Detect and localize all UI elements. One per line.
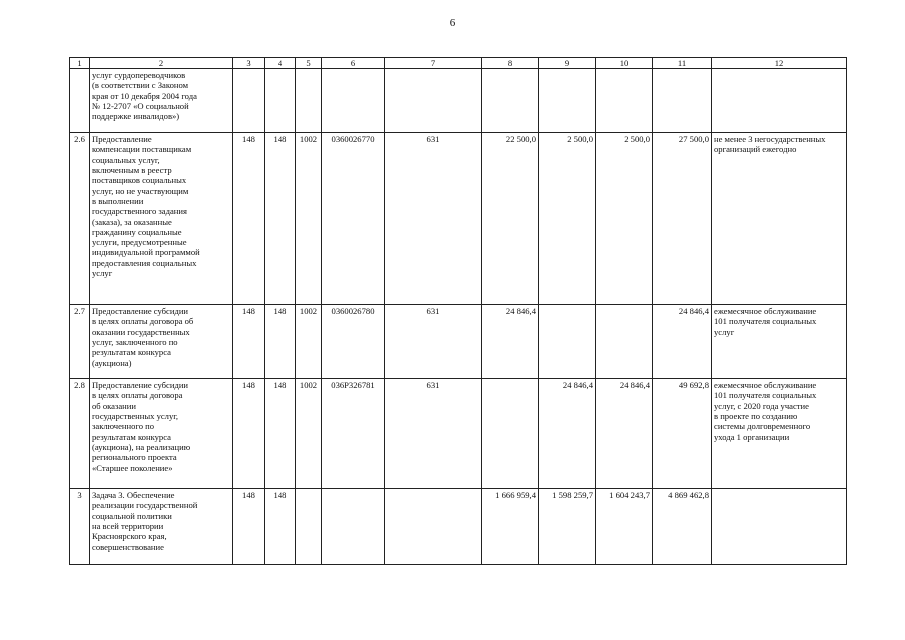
cell-col6 xyxy=(322,69,385,133)
cell-col7: 631 xyxy=(385,133,482,305)
cell-col10 xyxy=(596,305,653,379)
cell-col6 xyxy=(322,489,385,565)
table-row xyxy=(70,489,847,565)
header-cell: 5 xyxy=(296,58,322,69)
cell-col3: 148 xyxy=(233,305,265,379)
row-number: 2.8 xyxy=(70,379,90,489)
row-number: 2.6 xyxy=(70,133,90,305)
table-row xyxy=(70,305,847,379)
cell-col10: 1 604 243,7 xyxy=(596,489,653,565)
cell-col7: 631 xyxy=(385,305,482,379)
table-row xyxy=(70,69,847,133)
row-description: Предоставление субсидии в целях оплаты договора об оказании государственных услуг, заключенного по результатам конкурса (аукциона), на реализацию регионального проекта «Старшее поколение» xyxy=(90,379,233,489)
cell-col4 xyxy=(265,69,296,133)
header-cell: 9 xyxy=(539,58,596,69)
cell-col4: 148 xyxy=(265,489,296,565)
cell-col12 xyxy=(712,489,847,565)
cell-col3: 148 xyxy=(233,489,265,565)
row-number xyxy=(70,69,90,133)
row-description: услуг сурдопереводчиков (в соответствии с Законом края от 10 декабря 2004 года № 12-2707 «О социальной поддержке инвалидов») xyxy=(90,69,233,133)
header-cell: 4 xyxy=(265,58,296,69)
cell-col9: 1 598 259,7 xyxy=(539,489,596,565)
cell-col5: 1002 xyxy=(296,305,322,379)
header-cell: 2 xyxy=(90,58,233,69)
cell-col12: не менее 3 негосударственных организаций ежегодно xyxy=(712,133,847,305)
cell-col10 xyxy=(596,69,653,133)
cell-col6: 036P326781 xyxy=(322,379,385,489)
cell-col3 xyxy=(233,69,265,133)
cell-col5: 1002 xyxy=(296,133,322,305)
cell-col10: 2 500,0 xyxy=(596,133,653,305)
cell-col6: 0360026780 xyxy=(322,305,385,379)
cell-col10: 24 846,4 xyxy=(596,379,653,489)
header-cell: 10 xyxy=(596,58,653,69)
page-number: 6 xyxy=(449,17,456,29)
cell-col11: 24 846,4 xyxy=(653,305,712,379)
cell-col9: 24 846,4 xyxy=(539,379,596,489)
cell-col6: 0360026770 xyxy=(322,133,385,305)
cell-col3: 148 xyxy=(233,133,265,305)
cell-col8 xyxy=(482,69,539,133)
header-cell: 11 xyxy=(653,58,712,69)
table-header-row xyxy=(70,58,847,69)
table-row xyxy=(70,379,847,489)
budget-table xyxy=(69,57,847,565)
header-cell: 7 xyxy=(385,58,482,69)
cell-col8: 22 500,0 xyxy=(482,133,539,305)
cell-col9 xyxy=(539,69,596,133)
cell-col5 xyxy=(296,489,322,565)
header-cell: 3 xyxy=(233,58,265,69)
cell-col7: 631 xyxy=(385,379,482,489)
cell-col11: 49 692,8 xyxy=(653,379,712,489)
header-cell: 1 xyxy=(70,58,90,69)
cell-col7 xyxy=(385,69,482,133)
table-row xyxy=(70,133,847,305)
cell-col11 xyxy=(653,69,712,133)
row-description: Задача 3. Обеспечение реализации государственной социальной политики на всей территории Красноярского края, совершенствование xyxy=(90,489,233,565)
cell-col3: 148 xyxy=(233,379,265,489)
cell-col12 xyxy=(712,69,847,133)
cell-col7 xyxy=(385,489,482,565)
cell-col9 xyxy=(539,305,596,379)
cell-col8: 1 666 959,4 xyxy=(482,489,539,565)
row-number: 3 xyxy=(70,489,90,565)
cell-col11: 4 869 462,8 xyxy=(653,489,712,565)
row-description: Предоставление субсидии в целях оплаты договора об оказании государственных услуг, заключенного по результатам конкурса (аукциона) xyxy=(90,305,233,379)
header-cell: 12 xyxy=(712,58,847,69)
cell-col4: 148 xyxy=(265,305,296,379)
cell-col12: ежемесячное обслуживание 101 получателя социальных услуг xyxy=(712,305,847,379)
cell-col12: ежемесячное обслуживание 101 получателя социальных услуг, с 2020 года участие в проекте по созданию системы долговременного ухода 1 организации xyxy=(712,379,847,489)
header-cell: 8 xyxy=(482,58,539,69)
cell-col5 xyxy=(296,69,322,133)
cell-col8 xyxy=(482,379,539,489)
cell-col9: 2 500,0 xyxy=(539,133,596,305)
row-description: Предоставление компенсации поставщикам социальных услуг, включенным в реестр поставщиков социальных услуг, но не участвующим в выполнении государственного задания (заказа), за оказанные гражданину социальные услуги, предусмотренные индивидуальной программой предоставления социальных услуг xyxy=(90,133,233,305)
row-number: 2.7 xyxy=(70,305,90,379)
cell-col8: 24 846,4 xyxy=(482,305,539,379)
cell-col11: 27 500,0 xyxy=(653,133,712,305)
header-cell: 6 xyxy=(322,58,385,69)
cell-col4: 148 xyxy=(265,379,296,489)
cell-col5: 1002 xyxy=(296,379,322,489)
cell-col4: 148 xyxy=(265,133,296,305)
